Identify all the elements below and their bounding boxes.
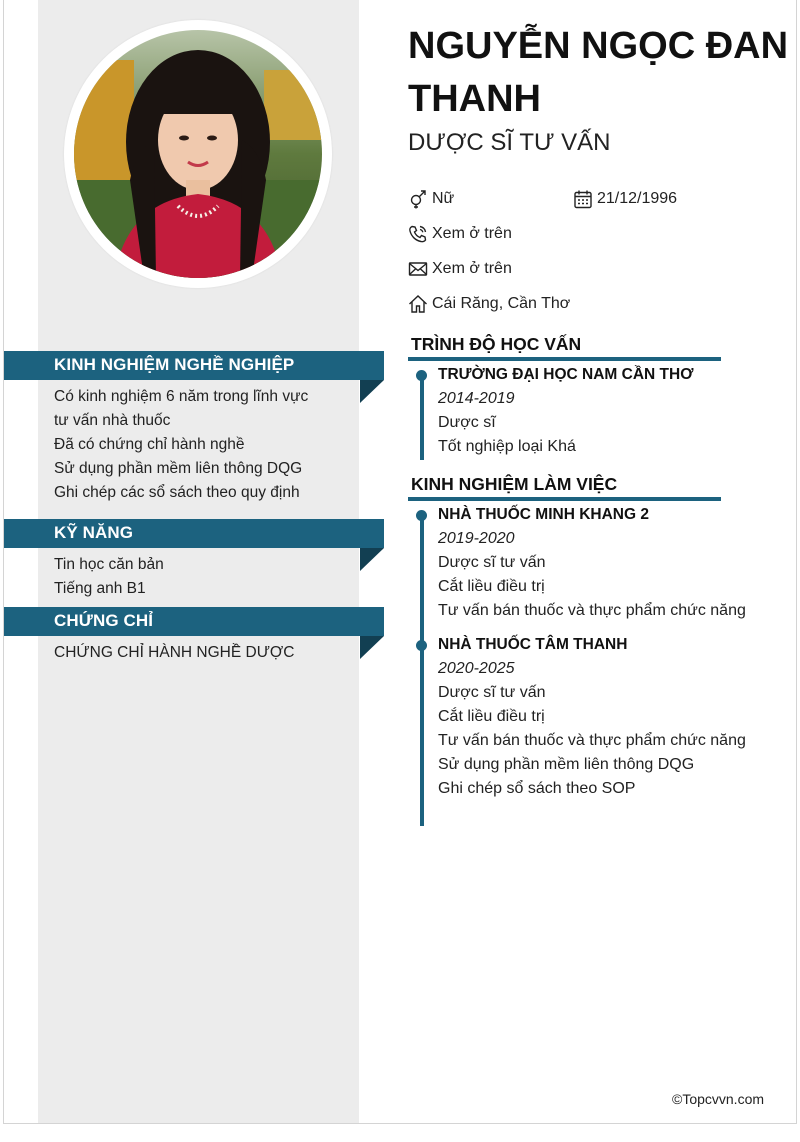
timeline-line (420, 518, 424, 826)
company-name: NHÀ THUỐC TÂM THANH (438, 636, 628, 653)
gender-value: Nữ (432, 190, 455, 207)
section-title: KINH NGHIỆM NGHỀ NGHIỆP (54, 355, 295, 374)
section-title: KỸ NĂNG (54, 523, 134, 542)
phone-value: Xem ở trên (432, 225, 512, 242)
section-header-skills (4, 519, 384, 548)
entry-line: Tốt nghiệp loại Khá (438, 438, 576, 455)
education-heading: TRÌNH ĐỘ HỌC VẤN (411, 334, 582, 354)
section-header-certificates (4, 607, 384, 636)
birthday-value: 21/12/1996 (597, 190, 678, 207)
list-item: Đã có chứng chỉ hành nghề (54, 436, 245, 453)
phone-row (408, 222, 512, 246)
section-title: CHỨNG CHỈ (54, 611, 154, 630)
avatar (74, 30, 322, 278)
ribbon-fold (360, 380, 384, 403)
gender-icon (408, 189, 428, 209)
ribbon-fold (360, 636, 384, 659)
entry-line: Tư vấn bán thuốc và thực phẩm chức năng (438, 732, 746, 749)
email-row (408, 257, 512, 281)
email-value: Xem ở trên (432, 260, 512, 277)
list-item: Sử dụng phần mềm liên thông DQG (54, 460, 303, 477)
address-row (408, 292, 570, 316)
birthday-row (573, 187, 677, 211)
skills-list (54, 553, 354, 601)
list-item: Tiếng anh B1 (54, 580, 146, 597)
entry-line: Tư vấn bán thuốc và thực phẩm chức năng (438, 602, 746, 619)
work-period: 2020-2025 (438, 660, 515, 677)
work-period: 2019-2020 (438, 530, 515, 547)
address-value: Cái Răng, Cần Thơ (432, 295, 571, 312)
copyright-text: ©Topcvvn.com (672, 1091, 765, 1107)
experience-entry (438, 503, 788, 623)
entry-line: Dược sĩ tư vấn (438, 684, 546, 701)
list-item: Ghi chép các sổ sách theo quy định (54, 484, 300, 501)
timeline-dot (416, 510, 427, 521)
study-period: 2014-2019 (438, 390, 515, 407)
calendar-icon (573, 189, 593, 209)
entry-line: Cắt liều điều trị (438, 708, 545, 725)
entry-line: Dược sĩ tư vấn (438, 554, 546, 571)
ribbon-fold (360, 548, 384, 571)
list-item: CHỨNG CHỈ HÀNH NGHỀ DƯỢC (54, 644, 295, 661)
list-item: Có kinh nghiệm 6 năm trong lĩnh vực (54, 388, 309, 405)
experience-heading: KINH NGHIỆM LÀM VIỆC (411, 474, 618, 494)
timeline-dot (416, 370, 427, 381)
education-divider (408, 357, 721, 361)
mail-icon (408, 259, 428, 279)
certificates-list (54, 641, 354, 665)
list-item: Tin học căn bản (54, 556, 164, 573)
home-icon (408, 294, 428, 314)
school-name: TRƯỜNG ĐẠI HỌC NAM CẦN THƠ (438, 366, 694, 383)
education-entry (438, 363, 788, 459)
list-item: tư vấn nhà thuốc (54, 412, 171, 429)
entry-line: Sử dụng phần mềm liên thông DQG (438, 756, 695, 773)
avatar-frame (64, 20, 332, 288)
gender-row (408, 187, 454, 211)
experience-entry (438, 633, 788, 801)
entry-line: Cắt liều điều trị (438, 578, 545, 595)
objective-list (54, 385, 354, 505)
job-title: DƯỢC SĨ TƯ VẤN (408, 129, 611, 156)
entry-line: Dược sĩ (438, 414, 496, 431)
entry-line: Ghi chép sổ sách theo SOP (438, 780, 636, 797)
company-name: NHÀ THUỐC MINH KHANG 2 (438, 506, 649, 523)
timeline-dot (416, 640, 427, 651)
phone-icon (408, 224, 428, 244)
experience-divider (408, 497, 721, 501)
timeline-line (420, 378, 424, 460)
section-header-objective (4, 351, 384, 380)
candidate-name: NGUYỄN NGỌC ĐAN THANH (408, 25, 789, 120)
